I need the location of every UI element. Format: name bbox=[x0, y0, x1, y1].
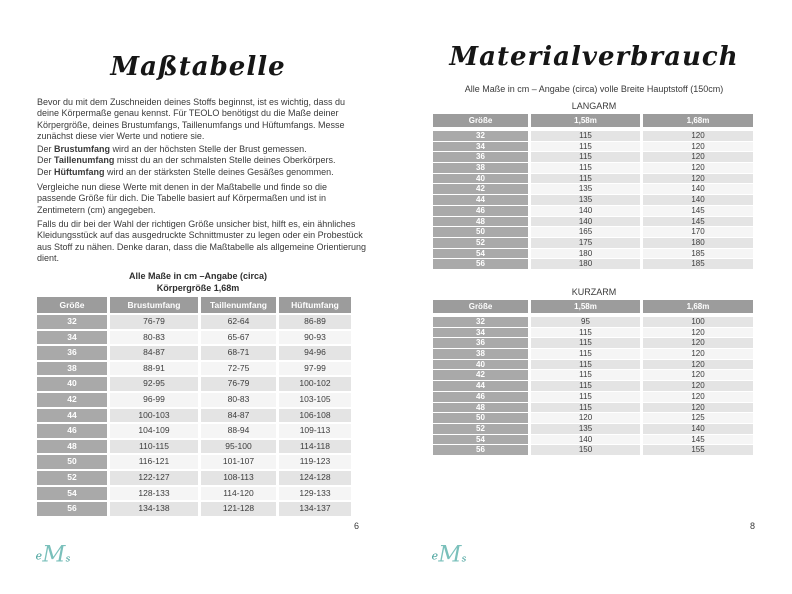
value-cell: 140 bbox=[643, 184, 753, 194]
table-row bbox=[433, 445, 755, 455]
size-cell: 40 bbox=[37, 377, 107, 391]
value-cell: 80-83 bbox=[201, 393, 276, 407]
table-body bbox=[433, 317, 755, 455]
size-cell: 36 bbox=[37, 346, 107, 360]
value-cell: 165 bbox=[531, 227, 640, 237]
size-cell: 38 bbox=[433, 349, 528, 359]
value-cell: 135 bbox=[531, 195, 640, 205]
table-row bbox=[433, 424, 755, 434]
value-cell: 68-71 bbox=[201, 346, 276, 360]
table-row bbox=[37, 346, 351, 360]
table-row bbox=[433, 349, 755, 359]
value-cell: 135 bbox=[531, 424, 640, 434]
size-cell: 54 bbox=[37, 487, 107, 501]
table-row bbox=[433, 403, 755, 413]
size-cell: 40 bbox=[433, 174, 528, 184]
value-cell: 100-102 bbox=[279, 377, 351, 391]
table-row bbox=[433, 381, 755, 391]
value-cell: 76-79 bbox=[110, 315, 198, 329]
value-cell: 116-121 bbox=[110, 455, 198, 469]
table-row bbox=[433, 238, 755, 248]
size-cell: 48 bbox=[433, 403, 528, 413]
value-cell: 150 bbox=[531, 445, 640, 455]
line-rest: wird an der höchsten Stelle der Brust gemessen. bbox=[110, 144, 307, 154]
logo-letter-m: M bbox=[438, 541, 462, 568]
table-header-row bbox=[37, 297, 351, 313]
size-cell: 50 bbox=[37, 455, 107, 469]
caption-line-1: Alle Maße in cm –Angabe (circa) bbox=[128, 271, 268, 281]
value-cell: 114-118 bbox=[279, 440, 351, 454]
value-cell: 76-79 bbox=[201, 377, 276, 391]
value-cell: 175 bbox=[531, 238, 640, 248]
value-cell: 120 bbox=[643, 163, 753, 173]
line-prefix: Der bbox=[37, 166, 55, 177]
size-cell: 56 bbox=[37, 502, 107, 516]
table-row bbox=[433, 249, 755, 259]
header-cell-158m: 1,58m bbox=[531, 114, 640, 127]
value-cell: 180 bbox=[531, 259, 640, 269]
value-cell: 121-128 bbox=[201, 502, 276, 516]
value-cell: 104-109 bbox=[110, 424, 198, 438]
table-row bbox=[433, 206, 755, 216]
value-cell: 84-87 bbox=[201, 409, 276, 423]
size-cell: 42 bbox=[37, 393, 107, 407]
size-cell: 42 bbox=[433, 184, 528, 194]
value-cell: 92-95 bbox=[110, 377, 198, 391]
ems-logo bbox=[34, 537, 84, 569]
value-cell: 128-133 bbox=[110, 487, 198, 501]
table-row bbox=[433, 360, 755, 370]
header-cell-brustumfang: Brustumfang bbox=[110, 297, 198, 313]
value-cell: 140 bbox=[643, 195, 753, 205]
value-cell: 115 bbox=[531, 174, 640, 184]
line-prefix: Der bbox=[37, 155, 55, 166]
size-cell: 36 bbox=[433, 338, 528, 348]
value-cell: 145 bbox=[643, 217, 753, 227]
value-cell: 101-107 bbox=[201, 455, 276, 469]
size-cell: 46 bbox=[433, 206, 528, 216]
value-cell: 65-67 bbox=[201, 331, 276, 345]
table-row bbox=[433, 413, 755, 423]
value-cell: 115 bbox=[531, 370, 640, 380]
value-cell: 145 bbox=[643, 206, 753, 216]
logo-letter-m: M bbox=[42, 541, 66, 568]
size-cell: 46 bbox=[433, 392, 528, 402]
table-row bbox=[37, 393, 351, 407]
table-row bbox=[433, 195, 755, 205]
value-cell: 134-137 bbox=[279, 502, 351, 516]
value-cell: 115 bbox=[531, 328, 640, 338]
value-cell: 120 bbox=[643, 328, 753, 338]
table-row bbox=[37, 362, 351, 376]
value-cell: 95-100 bbox=[201, 440, 276, 454]
value-cell: 185 bbox=[643, 259, 753, 269]
header-cell-158m: 1,58m bbox=[531, 300, 640, 313]
logo-letter-e: e bbox=[35, 549, 43, 563]
value-cell: 115 bbox=[531, 142, 640, 152]
value-cell: 125 bbox=[643, 413, 753, 423]
value-cell: 135 bbox=[531, 184, 640, 194]
size-cell: 34 bbox=[433, 328, 528, 338]
ems-logo bbox=[430, 537, 480, 569]
table-header-row bbox=[433, 114, 755, 127]
value-cell: 86-89 bbox=[279, 315, 351, 329]
table-row bbox=[433, 184, 755, 194]
intro-paragraph: Bevor du mit dem Zuschneiden deines Stoffs beginnst, ist es wichtig, dass du deine Körpermaße genau kennst. Für TEOLO benötigst du die Maße deiner Körpergröße, deines Brustumfangs, Taillenumfangs und Hüftumfangs. Messe zunächst diese vier Werte und notiere sie. bbox=[37, 97, 345, 142]
size-cell: 52 bbox=[433, 424, 528, 434]
table-header-row bbox=[433, 300, 755, 313]
value-cell: 120 bbox=[643, 392, 753, 402]
size-cell: 42 bbox=[433, 370, 528, 380]
value-cell: 115 bbox=[531, 403, 640, 413]
value-cell: 84-87 bbox=[110, 346, 198, 360]
table-row bbox=[37, 471, 351, 485]
size-cell: 38 bbox=[433, 163, 528, 173]
value-cell: 120 bbox=[643, 381, 753, 391]
value-cell: 122-127 bbox=[110, 471, 198, 485]
caption-line-2: Körpergröße 1,68m bbox=[156, 282, 240, 293]
measurement-line bbox=[37, 155, 367, 166]
size-cell: 44 bbox=[37, 409, 107, 423]
value-cell: 124-128 bbox=[279, 471, 351, 485]
measurement-line bbox=[37, 144, 367, 155]
kurzarm-table bbox=[433, 300, 755, 455]
value-cell: 97-99 bbox=[279, 362, 351, 376]
size-cell: 52 bbox=[433, 238, 528, 248]
value-cell: 115 bbox=[531, 163, 640, 173]
value-cell: 72-75 bbox=[201, 362, 276, 376]
header-cell-168m: 1,68m bbox=[643, 114, 753, 127]
value-cell: 140 bbox=[531, 435, 640, 445]
table-row bbox=[37, 502, 351, 516]
page-title: Maßtabelle bbox=[110, 52, 286, 82]
table-row bbox=[433, 131, 755, 141]
value-cell: 94-96 bbox=[279, 346, 351, 360]
table-caption bbox=[37, 271, 359, 294]
value-cell: 96-99 bbox=[110, 393, 198, 407]
value-cell: 155 bbox=[643, 445, 753, 455]
table-row bbox=[433, 328, 755, 338]
page-number: 8 bbox=[749, 521, 755, 531]
table-row bbox=[37, 440, 351, 454]
header-cell-taillenumfang: Taillenumfang bbox=[201, 297, 276, 313]
value-cell: 180 bbox=[643, 238, 753, 248]
kurzarm-label: KURZARM bbox=[571, 287, 617, 297]
size-cell: 44 bbox=[433, 381, 528, 391]
value-cell: 95 bbox=[531, 317, 640, 327]
value-cell: 62-64 bbox=[201, 315, 276, 329]
value-cell: 140 bbox=[531, 206, 640, 216]
table-row bbox=[37, 424, 351, 438]
table-row bbox=[433, 152, 755, 162]
langarm-table bbox=[433, 114, 755, 269]
header-cell-hueftumfang: Hüftumfang bbox=[279, 297, 351, 313]
value-cell: 90-93 bbox=[279, 331, 351, 345]
size-cell: 52 bbox=[37, 471, 107, 485]
size-cell: 50 bbox=[433, 227, 528, 237]
size-cell: 40 bbox=[433, 360, 528, 370]
table-row bbox=[433, 259, 755, 269]
size-cell: 34 bbox=[37, 331, 107, 345]
value-cell: 185 bbox=[643, 249, 753, 259]
measurement-definitions bbox=[37, 144, 367, 178]
value-cell: 120 bbox=[643, 349, 753, 359]
value-cell: 115 bbox=[531, 381, 640, 391]
value-cell: 108-113 bbox=[201, 471, 276, 485]
size-cell: 36 bbox=[433, 152, 528, 162]
table-row bbox=[433, 435, 755, 445]
value-cell: 100-103 bbox=[110, 409, 198, 423]
value-cell: 120 bbox=[643, 152, 753, 162]
size-cell: 38 bbox=[37, 362, 107, 376]
table-row bbox=[433, 142, 755, 152]
table-row bbox=[433, 227, 755, 237]
page-number: 6 bbox=[353, 521, 359, 531]
material-subtitle: Alle Maße in cm – Angabe (circa) volle Breite Hauptstoff (150cm) bbox=[464, 84, 724, 94]
page-title: Materialverbrauch bbox=[449, 42, 739, 72]
header-cell-168m: 1,68m bbox=[643, 300, 753, 313]
table-row bbox=[433, 163, 755, 173]
value-cell: 115 bbox=[531, 392, 640, 402]
header-cell-groesse: Größe bbox=[433, 114, 528, 127]
value-cell: 115 bbox=[531, 131, 640, 141]
size-cell: 54 bbox=[433, 435, 528, 445]
value-cell: 129-133 bbox=[279, 487, 351, 501]
table-row bbox=[433, 317, 755, 327]
table-body bbox=[37, 315, 351, 516]
header-cell-groesse: Größe bbox=[433, 300, 528, 313]
size-cell: 32 bbox=[433, 131, 528, 141]
value-cell: 103-105 bbox=[279, 393, 351, 407]
size-cell: 32 bbox=[433, 317, 528, 327]
logo-letter-s: s bbox=[65, 553, 71, 565]
size-cell: 48 bbox=[433, 217, 528, 227]
value-cell: 110-115 bbox=[110, 440, 198, 454]
size-cell: 44 bbox=[433, 195, 528, 205]
size-cell: 54 bbox=[433, 249, 528, 259]
line-prefix: Der bbox=[37, 144, 55, 154]
table-row bbox=[37, 331, 351, 345]
value-cell: 80-83 bbox=[110, 331, 198, 345]
value-cell: 120 bbox=[643, 142, 753, 152]
size-cell: 46 bbox=[37, 424, 107, 438]
value-cell: 120 bbox=[643, 360, 753, 370]
page-materialverbrauch bbox=[396, 0, 792, 594]
value-cell: 115 bbox=[531, 349, 640, 359]
size-table bbox=[37, 297, 351, 516]
value-cell: 120 bbox=[643, 338, 753, 348]
logo-letter-e: e bbox=[431, 549, 439, 563]
value-cell: 120 bbox=[643, 131, 753, 141]
size-cell: 48 bbox=[37, 440, 107, 454]
table-row bbox=[37, 487, 351, 501]
tip-paragraph: Falls du dir bei der Wahl der richtigen Größe unsicher bist, hilft es, ein ähnliches Kleidungsstück auf das ausgedruckte Schnittmuster zu legen oder ein Probestück aus Stoff zu nähen. Denke daran, dass die Maßtabelle als allgemeine Orientierung dient. bbox=[37, 219, 367, 264]
value-cell: 120 bbox=[643, 403, 753, 413]
value-cell: 100 bbox=[643, 317, 753, 327]
size-cell: 34 bbox=[433, 142, 528, 152]
line-rest: wird an der stärksten Stelle deines Gesäßes genommen. bbox=[104, 166, 334, 177]
table-row bbox=[433, 370, 755, 380]
measurement-term: Hüftumfang bbox=[54, 166, 105, 177]
value-cell: 88-94 bbox=[201, 424, 276, 438]
table-row bbox=[433, 217, 755, 227]
compare-paragraph: Vergleiche nun diese Werte mit denen in der Maßtabelle und finde so die passende Größe für dich. Die Tabelle basiert auf Körpermaßen und ist in Zentimetern (cm) angegeben. bbox=[37, 182, 328, 215]
value-cell: 88-91 bbox=[110, 362, 198, 376]
header-cell-groesse: Größe bbox=[37, 297, 107, 313]
table-row bbox=[37, 409, 351, 423]
value-cell: 134-138 bbox=[110, 502, 198, 516]
value-cell: 145 bbox=[643, 435, 753, 445]
value-cell: 120 bbox=[531, 413, 640, 423]
value-cell: 170 bbox=[643, 227, 753, 237]
line-rest: misst du an der schmalsten Stelle deines Oberkörpers. bbox=[114, 155, 336, 166]
size-cell: 56 bbox=[433, 445, 528, 455]
table-body bbox=[433, 131, 755, 269]
table-row bbox=[433, 392, 755, 402]
value-cell: 115 bbox=[531, 338, 640, 348]
value-cell: 120 bbox=[643, 174, 753, 184]
value-cell: 180 bbox=[531, 249, 640, 259]
value-cell: 115 bbox=[531, 152, 640, 162]
value-cell: 106-108 bbox=[279, 409, 351, 423]
measurement-term: Taillenumfang bbox=[54, 155, 115, 166]
measurement-line bbox=[37, 167, 367, 178]
size-cell: 50 bbox=[433, 413, 528, 423]
value-cell: 140 bbox=[643, 424, 753, 434]
size-cell: 32 bbox=[37, 315, 107, 329]
value-cell: 114-120 bbox=[201, 487, 276, 501]
value-cell: 115 bbox=[531, 360, 640, 370]
value-cell: 109-113 bbox=[279, 424, 351, 438]
langarm-label: LANGARM bbox=[571, 101, 617, 111]
table-row bbox=[433, 338, 755, 348]
table-row bbox=[37, 455, 351, 469]
value-cell: 119-123 bbox=[279, 455, 351, 469]
value-cell: 140 bbox=[531, 217, 640, 227]
logo-letter-s: s bbox=[461, 553, 467, 565]
value-cell: 120 bbox=[643, 370, 753, 380]
size-cell: 56 bbox=[433, 259, 528, 269]
measurement-term: Brustumfang bbox=[54, 144, 111, 154]
table-row bbox=[433, 174, 755, 184]
table-row bbox=[37, 315, 351, 329]
table-row bbox=[37, 377, 351, 391]
